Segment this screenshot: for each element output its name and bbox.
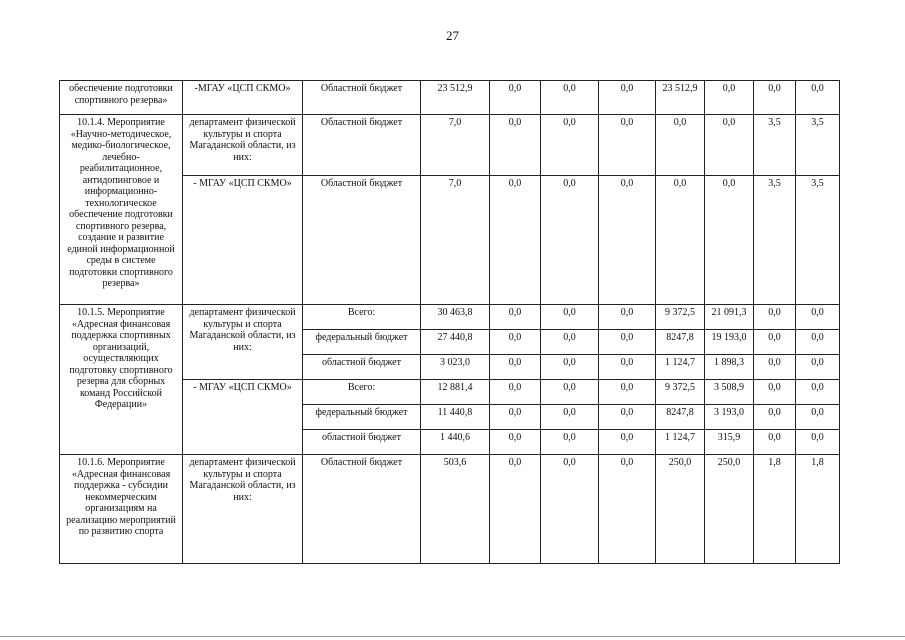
- value-cell: 0,0: [796, 81, 840, 115]
- source-cell: федеральный бюджет: [303, 405, 421, 430]
- value-cell: 250,0: [656, 455, 705, 564]
- value-cell: 3,5: [754, 176, 796, 305]
- value-cell: 3,5: [754, 115, 796, 176]
- value-cell: 0,0: [599, 305, 656, 330]
- executor-cell: департамент физической культуры и спорта Магаданской области, из них:: [183, 115, 303, 176]
- value-cell: 8247,8: [656, 405, 705, 430]
- value-cell: 0,0: [599, 430, 656, 455]
- value-cell: 0,0: [490, 430, 541, 455]
- value-cell: 0,0: [599, 115, 656, 176]
- value-cell: 3 508,9: [705, 380, 754, 405]
- value-cell: 1 124,7: [656, 355, 705, 380]
- executor-cell: -МГАУ «ЦСП СКМО»: [183, 81, 303, 115]
- value-cell: 0,0: [541, 430, 599, 455]
- value-cell: 0,0: [490, 355, 541, 380]
- source-cell: областной бюджет: [303, 430, 421, 455]
- value-cell: 0,0: [796, 330, 840, 355]
- source-cell: Областной бюджет: [303, 115, 421, 176]
- activity-cell: 10.1.5. Мероприятие «Адресная финансовая поддержка спортивных организаций, осуществляющих подготовку спортивного резерва для сборных команд Российской Федерации»: [60, 305, 183, 455]
- value-cell: 0,0: [541, 355, 599, 380]
- value-cell: 30 463,8: [421, 305, 490, 330]
- value-cell: 0,0: [541, 115, 599, 176]
- value-cell: 0,0: [705, 115, 754, 176]
- value-cell: 0,0: [796, 380, 840, 405]
- value-cell: 0,0: [490, 81, 541, 115]
- budget-table: [59, 80, 840, 564]
- value-cell: 0,0: [754, 355, 796, 380]
- value-cell: 0,0: [490, 305, 541, 330]
- value-cell: 0,0: [541, 305, 599, 330]
- executor-cell: департамент физической культуры и спорта Магаданской области, из них:: [183, 455, 303, 564]
- source-cell: федеральный бюджет: [303, 330, 421, 355]
- value-cell: 0,0: [490, 176, 541, 305]
- value-cell: 1,8: [754, 455, 796, 564]
- source-cell: Областной бюджет: [303, 81, 421, 115]
- value-cell: 0,0: [656, 115, 705, 176]
- value-cell: 0,0: [754, 430, 796, 455]
- activity-cell: 10.1.4. Мероприятие «Научно-методическое, медико-биологическое, лечебно-реабилитационное, антидопинговое и информационно-технологическое обеспечение подготовки спортивного резерва, создание и развитие единой информационной среды в системе подготовки спортивного резерва»: [60, 115, 183, 305]
- value-cell: 1 440,6: [421, 430, 490, 455]
- value-cell: 0,0: [754, 81, 796, 115]
- value-cell: 0,0: [599, 455, 656, 564]
- value-cell: 0,0: [541, 455, 599, 564]
- value-cell: 0,0: [796, 405, 840, 430]
- value-cell: 315,9: [705, 430, 754, 455]
- value-cell: 0,0: [599, 355, 656, 380]
- executor-cell: - МГАУ «ЦСП СКМО»: [183, 380, 303, 455]
- value-cell: 3,5: [796, 115, 840, 176]
- value-cell: 0,0: [541, 380, 599, 405]
- value-cell: 3 023,0: [421, 355, 490, 380]
- value-cell: 0,0: [490, 115, 541, 176]
- table-row: [60, 455, 840, 564]
- value-cell: 1 898,3: [705, 355, 754, 380]
- value-cell: 0,0: [599, 380, 656, 405]
- value-cell: 0,0: [541, 330, 599, 355]
- table-row: [60, 81, 840, 115]
- executor-cell: - МГАУ «ЦСП СКМО»: [183, 176, 303, 305]
- value-cell: 0,0: [705, 81, 754, 115]
- value-cell: 0,0: [599, 176, 656, 305]
- value-cell: 0,0: [599, 81, 656, 115]
- value-cell: 0,0: [599, 405, 656, 430]
- value-cell: 1 124,7: [656, 430, 705, 455]
- source-cell: Областной бюджет: [303, 455, 421, 564]
- value-cell: 1,8: [796, 455, 840, 564]
- value-cell: 21 091,3: [705, 305, 754, 330]
- value-cell: 23 512,9: [421, 81, 490, 115]
- value-cell: 250,0: [705, 455, 754, 564]
- value-cell: 8247,8: [656, 330, 705, 355]
- value-cell: 9 372,5: [656, 380, 705, 405]
- value-cell: 3,5: [796, 176, 840, 305]
- table-row: [60, 115, 840, 176]
- value-cell: 0,0: [754, 380, 796, 405]
- value-cell: 0,0: [656, 176, 705, 305]
- value-cell: 0,0: [541, 405, 599, 430]
- value-cell: 23 512,9: [656, 81, 705, 115]
- activity-cell: обеспечение подготовки спортивного резерва»: [60, 81, 183, 115]
- value-cell: 0,0: [754, 305, 796, 330]
- value-cell: 0,0: [754, 405, 796, 430]
- source-cell: Всего:: [303, 305, 421, 330]
- value-cell: 0,0: [796, 430, 840, 455]
- source-cell: Всего:: [303, 380, 421, 405]
- value-cell: 19 193,0: [705, 330, 754, 355]
- value-cell: 0,0: [796, 355, 840, 380]
- activity-cell: 10.1.6. Мероприятие «Адресная финансовая поддержка - субсидии некоммерческим организациям на реализацию мероприятий по развитию спорта: [60, 455, 183, 564]
- executor-cell: департамент физической культуры и спорта Магаданской области, из них:: [183, 305, 303, 380]
- value-cell: 9 372,5: [656, 305, 705, 330]
- value-cell: 503,6: [421, 455, 490, 564]
- table-row: [60, 305, 840, 330]
- value-cell: 11 440,8: [421, 405, 490, 430]
- page-edge-divider: [0, 636, 905, 637]
- value-cell: 0,0: [705, 176, 754, 305]
- source-cell: Областной бюджет: [303, 176, 421, 305]
- value-cell: 0,0: [490, 330, 541, 355]
- source-cell: областной бюджет: [303, 355, 421, 380]
- value-cell: 0,0: [754, 330, 796, 355]
- value-cell: 7,0: [421, 176, 490, 305]
- page-number: 27: [446, 28, 459, 43]
- value-cell: 0,0: [490, 405, 541, 430]
- value-cell: 0,0: [599, 330, 656, 355]
- value-cell: 0,0: [541, 176, 599, 305]
- value-cell: 12 881,4: [421, 380, 490, 405]
- value-cell: 7,0: [421, 115, 490, 176]
- value-cell: 0,0: [490, 380, 541, 405]
- value-cell: 0,0: [490, 455, 541, 564]
- value-cell: 0,0: [796, 305, 840, 330]
- value-cell: 3 193,0: [705, 405, 754, 430]
- value-cell: 0,0: [541, 81, 599, 115]
- value-cell: 27 440,8: [421, 330, 490, 355]
